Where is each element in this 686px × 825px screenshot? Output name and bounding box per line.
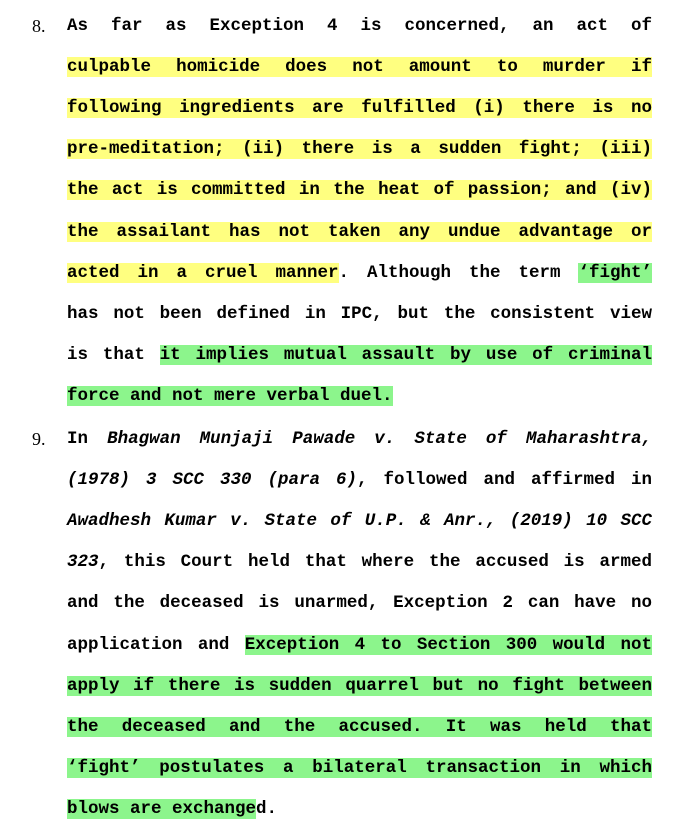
- text-line: [67, 592, 652, 614]
- yellow-highlight: culpable homicide does not amount to murder if: [67, 57, 652, 78]
- yellow-highlight: the act is committed in the heat of passion; and (iv): [67, 180, 652, 201]
- yellow-highlight: pre-meditation; (ii) there is a sudden fight; (iii): [67, 139, 652, 160]
- text-run: d.: [256, 798, 278, 819]
- yellow-highlight: the assailant has not taken any undue advantage or: [67, 221, 652, 242]
- text-line: [67, 262, 652, 284]
- text-line: [67, 675, 652, 697]
- green-highlight: it implies mutual assault by use of criminal: [159, 344, 653, 365]
- text-run: has not been defined in IPC, but the consistent view: [67, 303, 652, 324]
- text-line: [67, 15, 652, 37]
- text-run: application and: [67, 634, 245, 655]
- text-line: [67, 303, 652, 325]
- text-line: [67, 798, 652, 820]
- green-highlight: ‘fight’ postulates a bilateral transaction in which: [67, 757, 652, 778]
- yellow-highlight: acted in a cruel manner: [67, 262, 339, 283]
- text-line: [67, 716, 652, 738]
- text-line: [67, 221, 652, 243]
- text-line: [67, 634, 652, 656]
- text-run: is that: [67, 344, 160, 365]
- text-run: . Although the term: [338, 262, 579, 283]
- text-run: In: [67, 429, 108, 449]
- text-run: , followed and affirmed in: [357, 470, 653, 491]
- text-line: [67, 510, 652, 532]
- green-highlight: the deceased and the accused. It was held that: [67, 716, 652, 737]
- text-run: , this Court held that where the accused is armed: [98, 552, 652, 573]
- green-highlight: Exception 4 to Section 300 would not: [244, 634, 653, 655]
- text-line: [67, 179, 652, 201]
- text-run: and the deceased is unarmed, Exception 2 can have no: [67, 593, 652, 614]
- paragraph-number: 9.: [32, 429, 46, 449]
- green-highlight: blows are exchange: [67, 798, 257, 819]
- yellow-highlight: following ingredients are fulfilled (i) there is no: [67, 98, 652, 119]
- text-line: [67, 138, 652, 160]
- text-run: As far as Exception 4 is concerned, an act of: [67, 16, 652, 36]
- text-line: [67, 469, 652, 491]
- text-line: [67, 56, 652, 78]
- green-highlight: apply if there is sudden quarrel but no fight between: [67, 675, 652, 696]
- text-run: (1978) 3 SCC 330 (para 6): [67, 470, 357, 491]
- text-line: [67, 385, 652, 407]
- green-highlight: force and not mere verbal duel.: [67, 385, 393, 406]
- green-highlight: ‘fight’: [578, 262, 652, 283]
- paragraph-number: 8.: [32, 16, 46, 36]
- text-line: [67, 551, 652, 573]
- text-line: [67, 344, 652, 366]
- text-line: [67, 757, 652, 779]
- text-run: Awadhesh Kumar v. State of U.P. & Anr., (2019) 10 SCC: [67, 511, 652, 532]
- text-run: 323: [67, 552, 99, 573]
- text-run: Bhagwan Munjaji Pawade v. State of Maharashtra,: [107, 429, 652, 449]
- text-line: [67, 428, 652, 450]
- text-line: [67, 97, 652, 119]
